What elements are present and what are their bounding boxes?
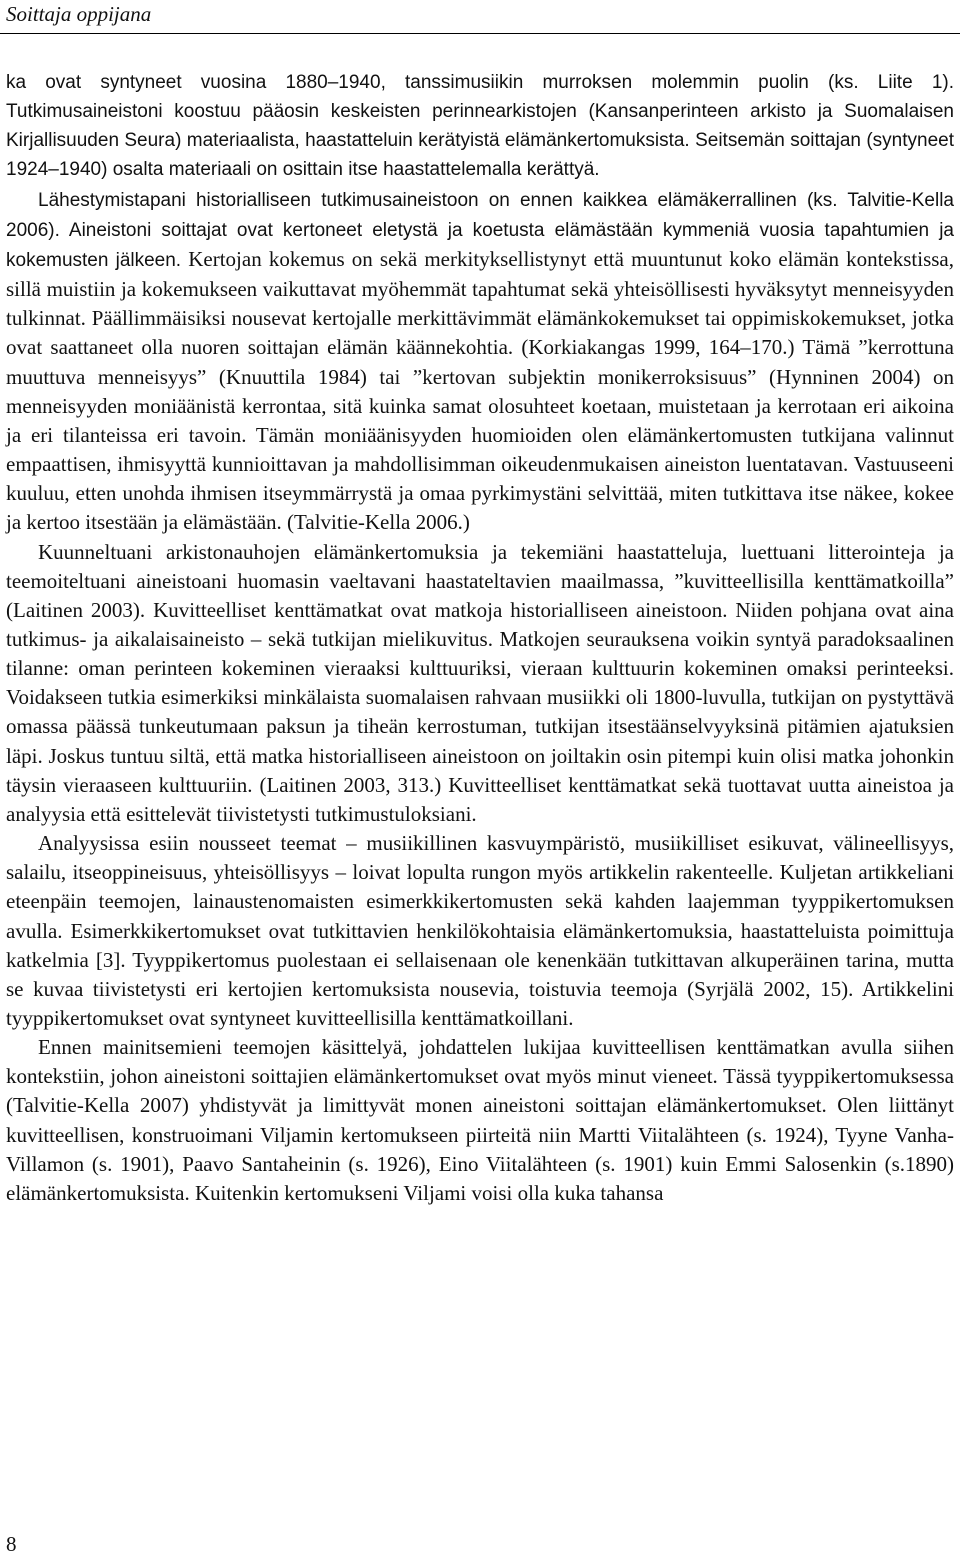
paragraph-3: Kuunneltuani arkistonauhojen elämänkertomuksia ja tekemiäni haastatteluja, luettuani litterointeja ja teemoiteltuani aineistoani huomasin vaeltavani haastateltavien maailmassa, ”kuvitteellisilla kenttämatkoilla” (Laitinen 2003). Kuvitteelliset kenttämatkat ovat matkoja historialliseen aineistoon. Niiden pohjana ovat aina tutkimus- ja aikalaisaineisto – sekä tutkijan mielikuvitus. Matkojen seurauksena voikin syntyä paradoksaalinen tilanne: oman perinteen kokeminen vieraaksi kulttuuriksi, vieraan kulttuurin kokeminen omaksi perinteeksi. Voidakseen tutkia esimerkiksi minkälaista suomalaisen rahvaan musiikki oli 1800-luvulla, tutkijan on pystyttävä omassa päässä tunkeutumaan paksun ja tiheän kerrostuman, tutkijan itsestäänselvyyksinä pitämien ajatuksien läpi. Joskus tuntuu siltä, että matka historialliseen aineistoon on joiltakin osin pitempi kuin olisi matka johonkin täysin vieraaseen kulttuuriin. (Laitinen 2003, 313.) Kuvitteelliset kenttämatkat sekä tuottavat uutta aineistoa ja analyysia että esittelevät tiivistetysti tutkimustuloksiani. <box>6 539 954 826</box>
header-rule <box>0 33 960 34</box>
page-number: 8 <box>6 1532 17 1556</box>
paragraph-2-segment-2: Aineistoni soittajat ovat kertoneet eletystä ja koetusta elämästään kymmeniä vuosia tapahtumien ja kokemusten jälkeen. <box>6 219 954 271</box>
paragraph-1: ka ovat syntyneet vuosina 1880–1940, tanssimusiikin murroksen molemmin puolin (ks. Liite 1). Tutkimusaineistoni koostuu pääosin keskeisten perinnearkistojen (Kansanperinteen arkisto ja Suomalaisen Kirjallisuuden Seura) materiaalista, haastatteluin kerätyistä elämänkertomuksista. Seitsemän soittajan (syntyneet 1924–1940) osalta materiaali on osittain itse haastattelemalla kerättyä. <box>6 72 954 181</box>
paragraph-5: Ennen mainitsemieni teemojen käsittelyä, johdattelen lukijaa kuvitteellisen kenttämatkan avulla siihen kontekstiin, johon aineistoni soittajien elämänkertomukset ovat myös minut vieneet. Tässä tyyppikertomuksessa (Talvitie-Kella 2007) yhdistyvät ja limittyvät monen aineistoni soittajan elämänkertomukset. Olen liittänyt kuvitteellisen, konstruoimani Viljamin kertomukseen piirteitä niin Martti Viitalähteen (s. 1924), Tyyne Vanha-Villamon (s. 1901), Paavo Santaheinin (s. 1926), Eino Viitalähteen (s. 1901) kuin Emmi Salosenkin (s.1890) elämänkertomuksista. Kuitenkin kertomukseni Viljami voisi olla kuka tahansa <box>6 1035 954 1205</box>
paragraph-2 <box>6 185 954 538</box>
running-header: Soittaja oppijana <box>6 2 152 26</box>
paragraph-2-segment-3: Kertojan kokemus on sekä merkityksellistynyt että muuntunut koko elämän kontekstissa, sillä muistiin ja kokemukseen vaikuttavat myöhemmät tapahtumat sekä yhteisöllisesti hyväksytyt menneisyyden tulkinnat. Päällimmäisiksi nousevat kertojalle merkittävimmät elämänkokemukset tai oppimiskokemukset, jotka ovat saattaneet olla nuoren soittajan elämän käännekohtia. (Korkiakangas 1999, 164–170.) Tämä ”kerrottuna muuttuva menneisyys” (Knuuttila 1984) tai ”kertovan subjektin monikerroksisuus” (Hynninen 2004) on menneisyyden moniäänistä kerrontaa, sitä kuinka samat olosuhteet koetaan, muistetaan ja kerrotaan eri aikoina ja eri tilanteissa eri tavoin. Tämän moniäänisyyden huomioiden olen elämänkertomusten tutkijana valinnut empaattisen, ihmisyyttä kunnioittavan ja mahdollisimman oikeudenmukaisen aineiston luentatavan. Vastuuseeni kuuluu, etten unohda ihmisen itseymmärrystä ja omaa pyrkimystäni selvittää, miten tutkittava itse näkee, kokee ja kertoo itsestään ja elämästään. (Talvitie-Kella 2006.) <box>6 246 954 535</box>
paragraph-2-segment-1: Lähestymistapani historialliseen tutkimusaineistoon on ennen kaikkea elämäkerrallinen (ks. Talvitie-Kella 2006). <box>6 189 954 241</box>
body-text <box>6 68 954 1208</box>
paragraph-4: Analyysissa esiin nousseet teemat – musiikillinen kasvuympäristö, musiikilliset esikuvat, välineellisyys, salailu, itseoppineisuus, yhteisöllisyys – loivat lopulta rungon myös artikkelin rakenteelle. Kuljetan artikkeliani eteenpäin teemojen, lainaustenomaisten esimerkkikertomusten sekä kahden laajemman tyyppikertomuksen avulla. Esimerkkikertomukset ovat tutkittavien henkilökohtaisia elämänkertomuksia, haastatteluista poimittuja katkelmia [3]. Tyyppikertomus puolestaan ei sellaisenaan ole kenenkään tutkittavan alkuperäinen tarina, mutta se kuvaa tiivistetysti eri kertojien kertomuksista nousevia, toistuvia teemoja (Syrjälä 2002, 15). Artikkelini tyyppikertomukset ovat syntyneet kuvitteellisilla kenttämatkoillani. <box>6 831 954 1030</box>
